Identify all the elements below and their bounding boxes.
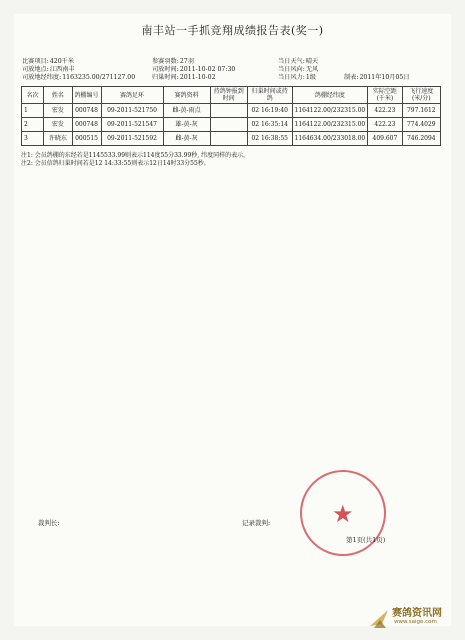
note-1: 注1: 会员鸽棚的东经若是1145533.99则表示114度55分33.99秒, 纬度同样的表示。 [21, 152, 250, 159]
cell-loft-coords: 1164122.00/232315.00 [292, 104, 368, 118]
col-name: 姓名 [44, 87, 72, 104]
note-2: 注2: 会员信鸽归巢时间若是12 14:33:55则表示12日14时33分55秒。 [21, 160, 210, 167]
entries-label: 参赛羽数: [152, 58, 179, 65]
cell-distance: 422.23 [368, 104, 402, 118]
table-row [22, 118, 441, 132]
made-label: 制表: [344, 74, 359, 81]
watermark-text: 赛鸽资讯网 [392, 608, 442, 619]
judge-label: 裁判长: [38, 519, 60, 527]
cell-loft-no: 000748 [72, 104, 101, 118]
info-release-coords [22, 74, 135, 82]
cell-loft-no: 000515 [72, 132, 101, 146]
cell-name: 许晓东 [44, 132, 72, 146]
wind-force-label: 当日风力: [278, 74, 305, 81]
table-header-row [22, 87, 441, 104]
page-title: 南丰站一手抓竞翔成绩报告表(奖一) [141, 24, 324, 37]
release-place-value: 江西南丰 [49, 66, 75, 73]
cell-ring: 09-2011-521592 [101, 132, 163, 146]
col-loft-coords: 鸽棚经纬度 [292, 87, 368, 104]
cell-speed: 746.2094 [402, 132, 440, 146]
col-pigeon-info: 赛鸽资料 [163, 87, 210, 104]
cell-clock-time [210, 104, 247, 118]
cell-distance: 409.607 [368, 132, 402, 146]
race-item-value: 420千米 [49, 58, 75, 65]
page-number: 第1页(共1页) [346, 536, 386, 544]
weather-value: 晴天 [305, 58, 319, 65]
info-wind-force [278, 74, 316, 82]
recorder-label: 记录裁判: [242, 519, 271, 527]
cell-pigeon-info: 雌-黄-灰 [163, 132, 210, 146]
release-time-label: 司放时间: [152, 66, 179, 73]
results-table [21, 86, 441, 146]
star-icon: ★ [332, 500, 354, 528]
info-wind-dir [278, 66, 318, 74]
release-place-label: 司放地点: [22, 66, 49, 73]
cell-ring: 09-2011-521547 [101, 118, 163, 132]
cell-name: 宏发 [44, 118, 72, 132]
release-coords-value: 1163235.00/271127.00 [62, 74, 136, 81]
cell-rank: 1 [22, 104, 44, 118]
cell-speed: 774.4029 [402, 118, 440, 132]
cell-ring: 09-2011-521750 [101, 104, 163, 118]
release-coords-label: 司放地经纬度: [22, 74, 62, 81]
cell-loft-coords: 1164122.00/232315.00 [292, 118, 368, 132]
notes [21, 152, 249, 168]
table-row [22, 132, 441, 146]
pigeon-logo-icon [366, 602, 392, 632]
cell-loft-no: 000748 [72, 118, 101, 132]
wind-dir-label: 当日风向: [278, 66, 305, 73]
cell-pigeon-info: 雄-黄-灰 [163, 118, 210, 132]
col-distance: 实际空距(千米) [368, 87, 402, 104]
cell-clock-time [210, 118, 247, 132]
wind-dir-value: 无风 [305, 66, 319, 73]
wind-force-value: 1级 [305, 74, 316, 81]
table-row [22, 104, 441, 118]
site-watermark [362, 600, 462, 636]
cell-rank: 3 [22, 132, 44, 146]
cell-name: 宏发 [44, 104, 72, 118]
cell-return-time: 02 16:38:55 [247, 132, 292, 146]
col-clock-time: 持鸽钟报到时间 [210, 87, 247, 104]
race-item-label: 比赛项目: [22, 58, 49, 65]
cell-speed: 797.1612 [402, 104, 440, 118]
info-release-place [22, 66, 75, 74]
return-time-value: 2011-10-02 [179, 74, 216, 81]
cell-distance: 422.23 [368, 118, 402, 132]
made-value: 2011年10月05日 [359, 74, 410, 81]
info-race-item [22, 58, 74, 66]
release-time-value: 2011-10-02 07:30 [179, 66, 236, 73]
cell-rank: 2 [22, 118, 44, 132]
cell-clock-time [210, 132, 247, 146]
cell-return-time: 02 16:35:14 [247, 118, 292, 132]
return-time-label: 归巢时间: [152, 74, 179, 81]
info-release-time [152, 66, 235, 74]
col-rank: 名次 [22, 87, 44, 104]
col-speed: 飞行速度(米/分) [402, 87, 440, 104]
entries-value: 27羽 [179, 58, 194, 65]
weather-label: 当日天气: [278, 58, 305, 65]
cell-pigeon-info: 雌-黄-雨点 [163, 104, 210, 118]
col-ring: 赛鸽足环 [101, 87, 163, 104]
cell-return-time: 02 16:19:40 [247, 104, 292, 118]
info-entries [152, 58, 194, 66]
info-made [344, 74, 410, 82]
info-weather [278, 58, 318, 66]
col-return-time: 归巢时间或持鸽 [247, 87, 292, 104]
cell-loft-coords: 1164634.00/233018.00 [292, 132, 368, 146]
watermark-url: www.saige.com [394, 619, 437, 625]
info-return-time [152, 74, 216, 82]
col-loft-no: 鸽棚编号 [72, 87, 101, 104]
